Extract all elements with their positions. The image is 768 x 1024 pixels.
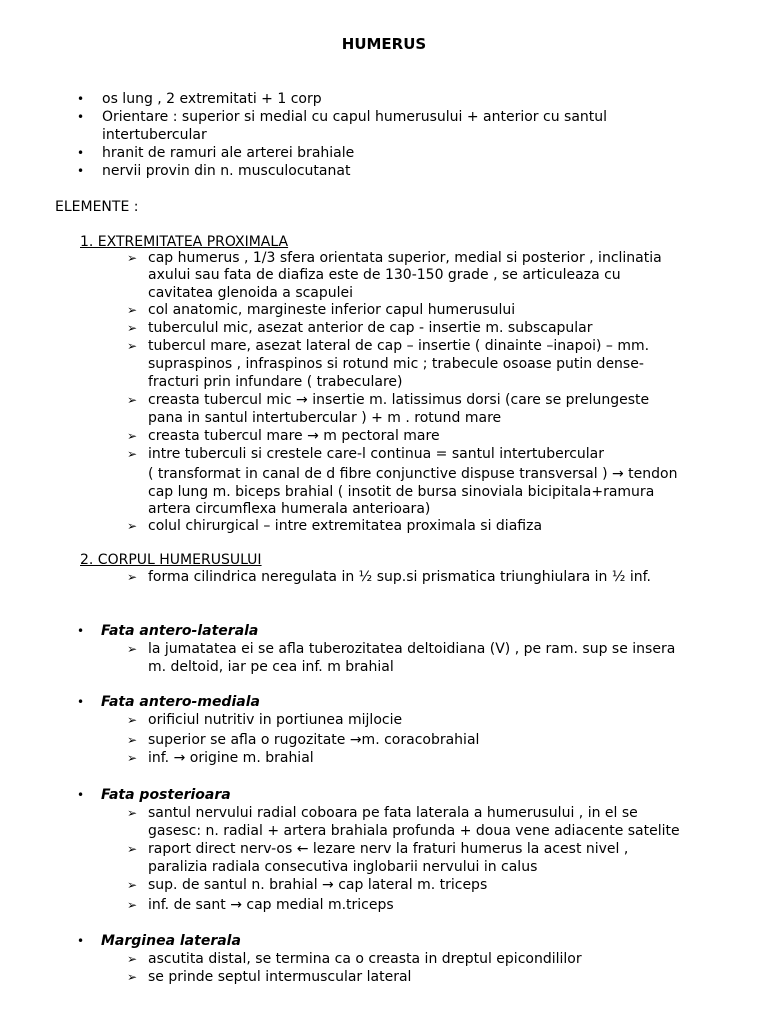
arrow-bullet-icon: ➢ <box>127 751 138 765</box>
face-item-line: gasesc: n. radial + artera brahiala profunda + doua vene adiacente satelite <box>148 823 680 839</box>
section-1-item-line: cap humerus , 1/3 sfera orientata superior, medial si posterior , inclinatia <box>148 250 662 266</box>
arrow-bullet-icon: ➢ <box>127 842 138 856</box>
arrow-bullet-icon: ➢ <box>127 733 138 747</box>
section-1-item-line: colul chirurgical – intre extremitatea proximala si diafiza <box>148 518 543 534</box>
section-1-item-line: creasta tubercul mic → insertie m. latissimus dorsi (care se prelungeste <box>148 392 650 408</box>
page-title: HUMERUS <box>341 35 427 53</box>
arrow-bullet-icon: ➢ <box>127 806 138 820</box>
arrow-bullet-icon: ➢ <box>127 321 138 335</box>
bullet-icon: • <box>77 934 85 948</box>
section-1-item-line: tubercul mare, asezat lateral de cap – insertie ( dinainte –inapoi) – mm. <box>148 338 650 354</box>
face-title: Fata antero-mediala <box>101 694 260 710</box>
section-1-item-line: ( transformat in canal de d fibre conjunctive dispuse transversal ) → tendon <box>148 466 678 482</box>
bullet-icon: • <box>77 92 85 106</box>
bullet-icon: • <box>77 624 85 638</box>
arrow-bullet-icon: ➢ <box>127 251 138 265</box>
arrow-bullet-icon: ➢ <box>127 339 138 353</box>
arrow-bullet-icon: ➢ <box>127 642 138 656</box>
face-title: Marginea laterala <box>101 933 241 949</box>
arrow-bullet-icon: ➢ <box>127 970 138 984</box>
section-2-item-line: forma cilindrica neregulata in ½ sup.si prismatica triunghiulara in ½ inf. <box>148 569 651 585</box>
section-1-item-line: tuberculul mic, asezat anterior de cap - insertie m. subscapular <box>148 320 593 336</box>
elemente-heading: ELEMENTE : <box>55 199 139 215</box>
intro-line: nervii provin din n. musculocutanat <box>102 163 351 179</box>
section-1-item-line: intre tuberculi si crestele care-l continua = santul intertubercular <box>148 446 604 462</box>
bullet-icon: • <box>77 110 85 124</box>
face-title: Fata antero-laterala <box>101 623 259 639</box>
arrow-bullet-icon: ➢ <box>127 898 138 912</box>
arrow-bullet-icon: ➢ <box>127 878 138 892</box>
section-1-item-line: fracturi prin infundare ( trabeculare) <box>148 374 403 390</box>
intro-line: intertubercular <box>102 127 207 143</box>
section-1-item-line: creasta tubercul mare → m pectoral mare <box>148 428 440 444</box>
face-item-line: orificiul nutritiv in portiunea mijlocie <box>148 712 403 728</box>
face-item-line: paralizia radiala consecutiva inglobarii nervului in calus <box>148 859 538 875</box>
intro-line: Orientare : superior si medial cu capul humerusului + anterior cu santul <box>102 109 608 125</box>
intro-line: hranit de ramuri ale arterei brahiale <box>102 145 355 161</box>
arrow-bullet-icon: ➢ <box>127 429 138 443</box>
intro-line: os lung , 2 extremitati + 1 corp <box>102 91 322 107</box>
face-item-line: ascutita distal, se termina ca o creasta in dreptul epicondililor <box>148 951 582 967</box>
arrow-bullet-icon: ➢ <box>127 447 138 461</box>
face-item-line: inf. → origine m. brahial <box>148 750 314 766</box>
face-item-line: se prinde septul intermuscular lateral <box>148 969 412 985</box>
section-1-item-line: supraspinos , infraspinos si rotund mic ; trabecule osoase putin dense- <box>148 356 644 372</box>
arrow-bullet-icon: ➢ <box>127 393 138 407</box>
arrow-bullet-icon: ➢ <box>127 303 138 317</box>
bullet-icon: • <box>77 695 85 709</box>
section-1-item-line: pana in santul intertubercular ) + m . rotund mare <box>148 410 502 426</box>
arrow-bullet-icon: ➢ <box>127 713 138 727</box>
section-1-title: 1. EXTREMITATEA PROXIMALA <box>80 234 289 250</box>
face-title: Fata posterioara <box>101 787 231 803</box>
face-item-line: sup. de santul n. brahial → cap lateral m. triceps <box>148 877 488 893</box>
face-item-line: superior se afla o rugozitate →m. coracobrahial <box>148 732 480 748</box>
bullet-icon: • <box>77 146 85 160</box>
face-item-line: raport direct nerv-os ← lezare nerv la fraturi humerus la acest nivel , <box>148 841 629 857</box>
face-item-line: inf. de sant → cap medial m.triceps <box>148 897 394 913</box>
section-1-item-line: artera circumflexa humerala anterioara) <box>148 501 431 517</box>
bullet-icon: • <box>77 788 85 802</box>
section-1-item-line: cap lung m. biceps brahial ( insotit de bursa sinoviala bicipitala+ramura <box>148 484 655 500</box>
section-2-title: 2. CORPUL HUMERUSULUI <box>80 552 262 568</box>
section-1-item-line: cavitatea glenoida a scapulei <box>148 285 354 301</box>
section-1-item-line: col anatomic, margineste inferior capul humerusului <box>148 302 516 318</box>
arrow-bullet-icon: ➢ <box>127 952 138 966</box>
arrow-bullet-icon: ➢ <box>127 570 138 584</box>
face-item-line: la jumatatea ei se afla tuberozitatea deltoidiana (V) , pe ram. sup se insera <box>148 641 676 657</box>
face-item-line: m. deltoid, iar pe cea inf. m brahial <box>148 659 394 675</box>
bullet-icon: • <box>77 164 85 178</box>
arrow-bullet-icon: ➢ <box>127 519 138 533</box>
section-1-item-line: axului sau fata de diafiza este de 130-150 grade , se articuleaza cu <box>148 267 621 283</box>
face-item-line: santul nervului radial coboara pe fata laterala a humerusului , in el se <box>148 805 638 821</box>
